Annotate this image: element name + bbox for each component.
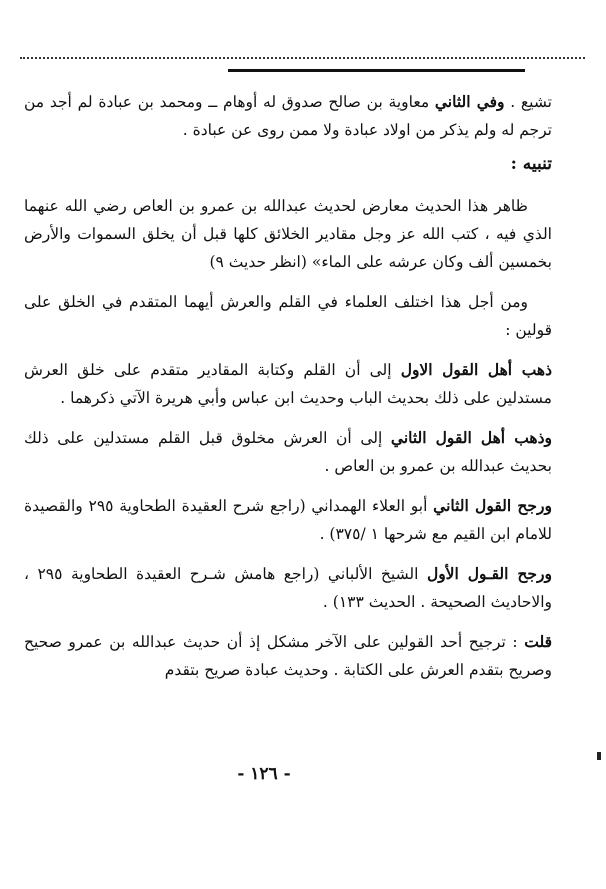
paragraph-second-preferred <box>24 492 552 548</box>
paragraph-text: : ترجيح أحد القولين على الآخر مشكل إذ أن حديث عبدالله بن عمرو صحيح وصريح بتقدم العرش على الكتابة . وحديث عبادة صريح بتقدم <box>24 633 552 679</box>
header-rule <box>228 69 525 72</box>
page-body <box>24 88 552 684</box>
paragraph-author-comment <box>24 628 552 684</box>
edge-mark <box>597 752 601 760</box>
paragraph-text: معاوية بن صالح صدوق له أوهام ــ ومحمد بن عبادة لم أجد من ترجم له ولم يذكر من اولاد عبادة ولا ممن روى عن عبادة . <box>24 93 552 139</box>
paragraph-narrator-note <box>24 88 552 144</box>
paragraph-text: إلى أن العرش مخلوق قبل القلم مستدلين على ذلك بحديث عبدالله بن عمرو بن العاص . <box>24 429 552 475</box>
paragraph-first-opinion <box>24 356 552 412</box>
paragraph-bold-lead: وفي الثاني <box>434 92 505 111</box>
paragraph-second-opinion <box>24 424 552 480</box>
paragraph-contradiction: ظاهر هذا الحديث معارض لحديث عبدالله بن عمرو بن العاص رضي الله عنهما الذي فيه ، كتب الله عز وجل مقادير الخلائق كلها قبل أن يخلق السموات والأرض بخمسين ألف وكان عرشه على الماء» (انظر حديث ٩) <box>24 197 552 271</box>
paragraph-bold-lead: قلت <box>524 632 552 651</box>
paragraph-text: إلى أن القلم وكتابة المقادير متقدم على خلق العرش مستدلين على ذلك بحديث الباب وحديث ابن عباس وأبي هريرة الآتي ذكرهما . <box>24 361 552 407</box>
paragraph-bold-lead: ورجح القول الثاني <box>433 496 552 515</box>
paragraph-first-preferred <box>24 560 552 616</box>
paragraph-text: الشيخ الألباني (راجع هامش شـرح العقيدة الطحاوية ٢٩٥ ، والاحاديث الصحيحة . الحديث ١٣٣) . <box>24 565 552 611</box>
paragraph-bold-lead: ذهب أهل القول الاول <box>400 360 552 379</box>
paragraph-bold-lead: ورجح القـول الأول <box>426 564 552 583</box>
paragraph-text: أبو العلاء الهمداني (راجع شرح العقيدة الطحاوية ٢٩٥ والقصيدة للامام ابن القيم مع شرحها ١ /٣٧٥) . <box>24 497 552 543</box>
paragraph-disagreement: ومن أجل هذا اختلف العلماء في القلم والعرش أيهما المتقدم في الخلق على قولين : <box>24 293 552 339</box>
top-dotted-rule <box>20 57 585 59</box>
paragraph-start: تشيع . <box>504 93 552 111</box>
section-heading: تنبيه : <box>510 154 552 174</box>
paragraph-bold-lead: وذهب أهل القول الثاني <box>390 428 552 447</box>
page-number: - ١٢٦ - <box>237 764 291 784</box>
